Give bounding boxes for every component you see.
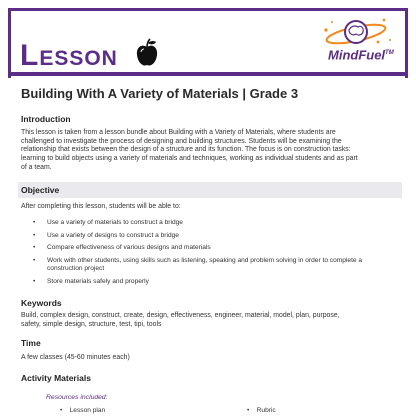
resources-included-label: Resources included: — [46, 394, 108, 401]
list-item: • Use a variety of designs to construct a bridge — [33, 231, 179, 239]
lesson-heading: Lesson — [20, 39, 118, 72]
objective-heading: Objective — [21, 185, 60, 195]
intro-line: learning to build objects using a variety of materials and techniques, working as individual students and as part — [21, 155, 358, 163]
activity-materials-heading: Activity Materials — [21, 373, 91, 383]
objective-list — [21, 219, 391, 290]
keywords-heading: Keywords — [21, 298, 62, 308]
introduction-text — [21, 129, 399, 173]
mindfuel-logo-text: MindFuel™ — [328, 47, 394, 63]
time-text: A few classes (45-60 minutes each) — [21, 354, 130, 361]
objective-lead: After completing this lesson, students will be able to: — [21, 203, 181, 210]
apple-icon — [136, 38, 158, 68]
objective-heading-band — [18, 182, 402, 198]
material-item: • Lesson plan — [60, 407, 106, 414]
keywords-line: Build, complex design, construct, create, design, effectiveness, engineer, material, model, plan, purpose, — [21, 312, 340, 319]
material-item: • Rubric — [247, 407, 276, 414]
intro-line: This lesson is taken from a lesson bundle about Building with a Variety of Materials, where students are — [21, 129, 336, 136]
list-item: • Store materials safely and properly — [33, 277, 149, 285]
lesson-title: Building With A Variety of Materials | Grade 3 — [21, 86, 299, 101]
time-heading: Time — [21, 338, 41, 348]
list-item: • Compare effectiveness of various designs and materials — [33, 244, 211, 251]
list-item: • Use a variety of materials to construct a bridge — [33, 219, 183, 226]
intro-line: of a team. — [21, 163, 52, 171]
intro-line: challenged to investigate the process of designing and building structures. Students will be examining the — [21, 137, 342, 145]
keywords-text — [21, 312, 399, 329]
introduction-heading: Introduction — [21, 114, 71, 124]
intro-line: relationship that exists between the design of a structure and its function. The focus is on construction tasks: — [21, 146, 351, 154]
list-item: • Work with other students, using skills such as listening, speaking and problem solving in order to complete a construction project — [33, 256, 363, 272]
keywords-line: safety, simple design, structure, test, tipi, tools — [21, 320, 162, 328]
lesson-banner-bar — [8, 72, 408, 76]
